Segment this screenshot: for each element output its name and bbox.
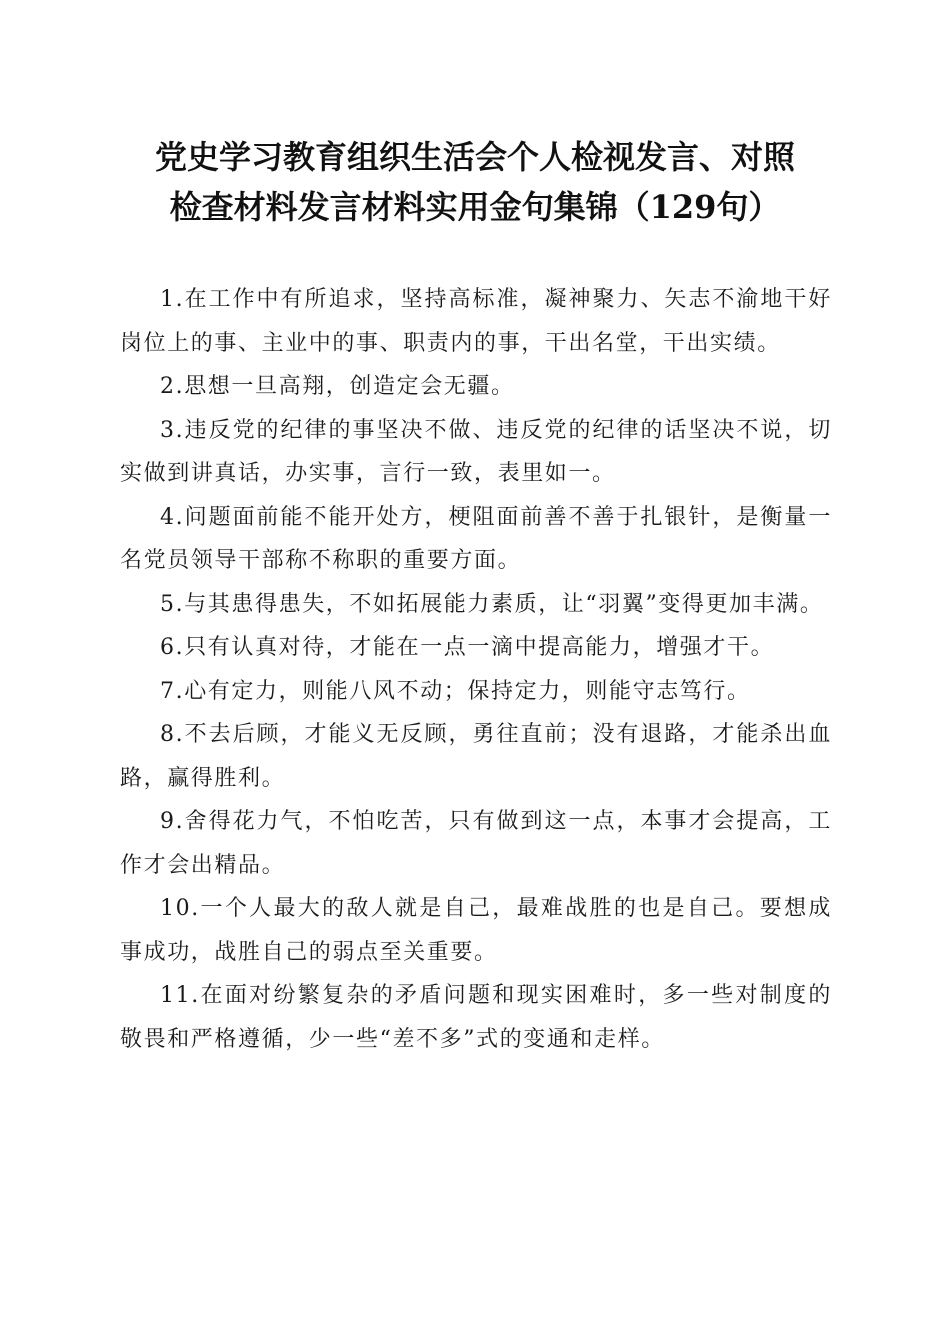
list-item: 11.在面对纷繁复杂的矛盾问题和现实困难时，多一些对制度的敬畏和严格遵循，少一些“差不多”式的变通和走样。 <box>120 983 832 1052</box>
list-item: 6.只有认真对待，才能在一点一滴中提高能力，增强才干。 <box>160 635 775 660</box>
list-item: 10.一个人最大的敌人就是自己，最难战胜的也是自己。要想成事成功，战胜自己的弱点至关重要。 <box>120 896 832 965</box>
list-item: 7.心有定力，则能八风不动；保持定力，则能守志笃行。 <box>160 678 751 704</box>
document-body <box>120 278 832 1061</box>
list-item: 1.在工作中有所追求，坚持高标准，凝神聚力、矢志不渝地干好岗位上的事、主业中的事、职责内的事，干出名堂，干出实绩。 <box>120 287 832 356</box>
list-item: 2.思想一旦高翔，创造定会无疆。 <box>160 374 515 399</box>
list-item: 4.问题面前能不能开处方，梗阻面前善不善于扎银针，是衡量一名党员领导干部称不称职的重要方面。 <box>120 504 832 573</box>
list-item: 8.不去后顾，才能义无反顾，勇往直前；没有退路，才能杀出血路，赢得胜利。 <box>120 722 832 791</box>
title-line-2: 检查材料发言材料实用金句集锦（129句） <box>169 188 781 226</box>
list-item: 3.违反党的纪律的事坚决不做、违反党的纪律的话坚决不说，切实做到讲真话，办实事，言行一致，表里如一。 <box>120 417 832 486</box>
list-item: 5.与其患得患失，不如拓展能力素质，让“羽翼”变得更加丰满。 <box>160 591 824 617</box>
title-line-1: 党史学习教育组织生活会个人检视发言、对照 <box>154 138 795 176</box>
list-item: 9.舍得花力气，不怕吃苦，只有做到这一点，本事才会提高，工作才会出精品。 <box>120 809 832 878</box>
document-title <box>100 132 850 232</box>
